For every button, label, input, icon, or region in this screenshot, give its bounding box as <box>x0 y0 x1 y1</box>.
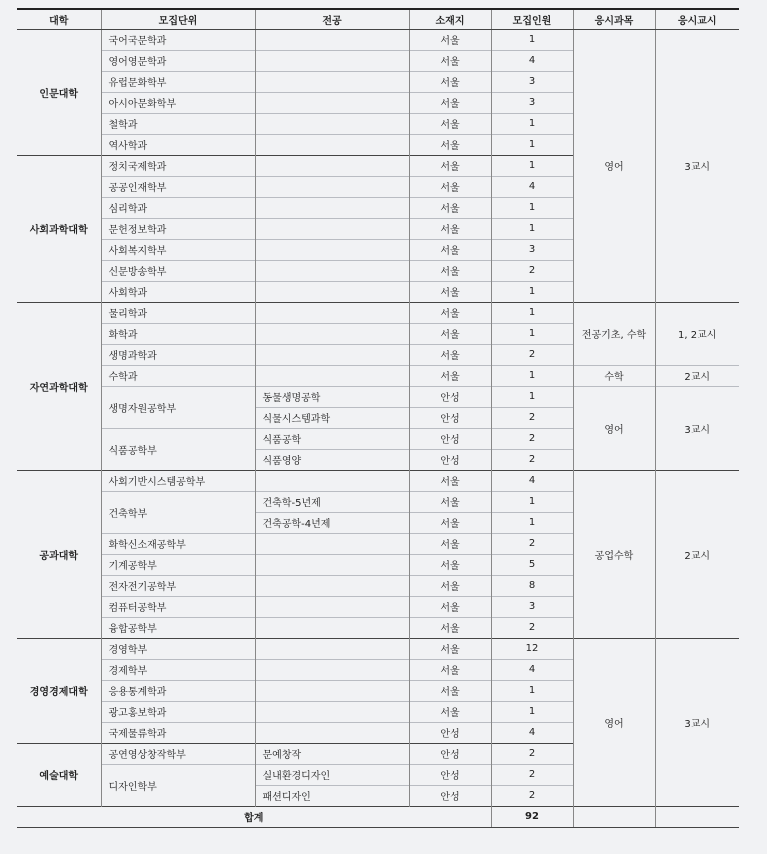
unit-cell: 수학과 <box>101 365 255 386</box>
location-cell: 서울 <box>409 533 491 554</box>
college-cell: 자연과학대학 <box>17 302 101 470</box>
admission-table-wrapper <box>17 8 739 828</box>
location-cell: 서울 <box>409 155 491 176</box>
unit-cell: 경제학부 <box>101 659 255 680</box>
location-cell: 서울 <box>409 344 491 365</box>
unit-cell: 건축학부 <box>101 491 255 533</box>
major-cell <box>255 239 409 260</box>
period-cell: 2교시 <box>655 470 739 638</box>
total-label: 합계 <box>17 806 491 827</box>
major-cell <box>255 659 409 680</box>
unit-cell: 아시아문화학부 <box>101 92 255 113</box>
header-college: 대학 <box>17 9 101 29</box>
count-cell: 2 <box>491 533 573 554</box>
header-unit: 모집단위 <box>101 9 255 29</box>
count-cell: 12 <box>491 638 573 659</box>
major-cell <box>255 365 409 386</box>
count-cell: 1 <box>491 302 573 323</box>
table-footer <box>17 806 739 827</box>
location-cell: 서울 <box>409 554 491 575</box>
location-cell: 서울 <box>409 596 491 617</box>
count-cell: 2 <box>491 428 573 449</box>
unit-cell: 식품공학부 <box>101 428 255 470</box>
major-cell: 실내환경디자인 <box>255 764 409 785</box>
unit-cell: 문헌정보학과 <box>101 218 255 239</box>
unit-cell: 공공인재학부 <box>101 176 255 197</box>
total-period-empty <box>655 806 739 827</box>
count-cell: 1 <box>491 281 573 302</box>
unit-cell: 국제물류학과 <box>101 722 255 743</box>
location-cell: 서울 <box>409 491 491 512</box>
count-cell: 4 <box>491 50 573 71</box>
major-cell <box>255 680 409 701</box>
major-cell <box>255 554 409 575</box>
location-cell: 안성 <box>409 764 491 785</box>
major-cell <box>255 470 409 491</box>
major-cell: 식품공학 <box>255 428 409 449</box>
location-cell: 서울 <box>409 302 491 323</box>
total-row <box>17 806 739 827</box>
unit-cell: 사회복지학부 <box>101 239 255 260</box>
count-cell: 8 <box>491 575 573 596</box>
major-cell <box>255 617 409 638</box>
count-cell: 1 <box>491 218 573 239</box>
location-cell: 안성 <box>409 407 491 428</box>
count-cell: 1 <box>491 134 573 155</box>
major-cell: 식품영양 <box>255 449 409 470</box>
count-cell: 2 <box>491 260 573 281</box>
unit-cell: 컴퓨터공학부 <box>101 596 255 617</box>
table-header <box>17 9 739 29</box>
college-cell: 인문대학 <box>17 29 101 155</box>
unit-cell: 신문방송학부 <box>101 260 255 281</box>
major-cell <box>255 344 409 365</box>
location-cell: 안성 <box>409 449 491 470</box>
count-cell: 1 <box>491 680 573 701</box>
header-period: 응시교시 <box>655 9 739 29</box>
location-cell: 서울 <box>409 218 491 239</box>
unit-cell: 디자인학부 <box>101 764 255 806</box>
location-cell: 서울 <box>409 575 491 596</box>
major-cell: 동물생명공학 <box>255 386 409 407</box>
table-row <box>17 470 739 491</box>
major-cell <box>255 134 409 155</box>
table-body <box>17 29 739 806</box>
location-cell: 안성 <box>409 428 491 449</box>
location-cell: 서울 <box>409 92 491 113</box>
major-cell <box>255 260 409 281</box>
count-cell: 1 <box>491 386 573 407</box>
location-cell: 서울 <box>409 29 491 50</box>
count-cell: 2 <box>491 407 573 428</box>
location-cell: 서울 <box>409 470 491 491</box>
location-cell: 서울 <box>409 239 491 260</box>
count-cell: 5 <box>491 554 573 575</box>
location-cell: 서울 <box>409 680 491 701</box>
count-cell: 1 <box>491 197 573 218</box>
unit-cell: 전자전기공학부 <box>101 575 255 596</box>
college-cell: 예술대학 <box>17 743 101 806</box>
location-cell: 서울 <box>409 617 491 638</box>
period-cell: 2교시 <box>655 365 739 386</box>
major-cell <box>255 596 409 617</box>
subject-cell: 영어 <box>573 29 655 302</box>
major-cell: 문예창작 <box>255 743 409 764</box>
location-cell: 서울 <box>409 50 491 71</box>
count-cell: 2 <box>491 617 573 638</box>
unit-cell: 공연영상창작학부 <box>101 743 255 764</box>
header-row <box>17 9 739 29</box>
location-cell: 서울 <box>409 113 491 134</box>
count-cell: 2 <box>491 764 573 785</box>
count-cell: 1 <box>491 365 573 386</box>
location-cell: 서울 <box>409 134 491 155</box>
header-location: 소재지 <box>409 9 491 29</box>
unit-cell: 생명과학과 <box>101 344 255 365</box>
location-cell: 서울 <box>409 281 491 302</box>
count-cell: 1 <box>491 512 573 533</box>
major-cell <box>255 29 409 50</box>
header-subject: 응시과목 <box>573 9 655 29</box>
major-cell: 건축공학-4년제 <box>255 512 409 533</box>
unit-cell: 심리학과 <box>101 197 255 218</box>
unit-cell: 국어국문학과 <box>101 29 255 50</box>
location-cell: 서울 <box>409 638 491 659</box>
count-cell: 3 <box>491 71 573 92</box>
count-cell: 4 <box>491 176 573 197</box>
unit-cell: 생명자원공학부 <box>101 386 255 428</box>
location-cell: 서울 <box>409 197 491 218</box>
major-cell: 식물시스템과학 <box>255 407 409 428</box>
unit-cell: 광고홍보학과 <box>101 701 255 722</box>
subject-cell: 전공기초, 수학 <box>573 302 655 365</box>
location-cell: 서울 <box>409 659 491 680</box>
unit-cell: 정치국제학과 <box>101 155 255 176</box>
location-cell: 서울 <box>409 176 491 197</box>
subject-cell: 수학 <box>573 365 655 386</box>
location-cell: 안성 <box>409 785 491 806</box>
total-subject-empty <box>573 806 655 827</box>
location-cell: 서울 <box>409 71 491 92</box>
location-cell: 서울 <box>409 512 491 533</box>
location-cell: 안성 <box>409 386 491 407</box>
major-cell <box>255 302 409 323</box>
count-cell: 1 <box>491 29 573 50</box>
subject-cell: 공업수학 <box>573 470 655 638</box>
unit-cell: 유럽문화학부 <box>101 71 255 92</box>
count-cell: 1 <box>491 323 573 344</box>
major-cell <box>255 113 409 134</box>
major-cell <box>255 92 409 113</box>
location-cell: 서울 <box>409 701 491 722</box>
count-cell: 4 <box>491 722 573 743</box>
count-cell: 3 <box>491 596 573 617</box>
header-count: 모집인원 <box>491 9 573 29</box>
admission-table <box>17 8 739 828</box>
location-cell: 서울 <box>409 260 491 281</box>
count-cell: 1 <box>491 491 573 512</box>
major-cell <box>255 197 409 218</box>
major-cell <box>255 701 409 722</box>
unit-cell: 융합공학부 <box>101 617 255 638</box>
major-cell <box>255 575 409 596</box>
major-cell: 건축학-5년제 <box>255 491 409 512</box>
unit-cell: 경영학부 <box>101 638 255 659</box>
table-row <box>17 365 739 386</box>
major-cell <box>255 722 409 743</box>
unit-cell: 기계공학부 <box>101 554 255 575</box>
table-row <box>17 638 739 659</box>
table-row <box>17 302 739 323</box>
unit-cell: 화학과 <box>101 323 255 344</box>
table-row <box>17 386 739 407</box>
unit-cell: 사회기반시스템공학부 <box>101 470 255 491</box>
major-cell <box>255 71 409 92</box>
location-cell: 안성 <box>409 722 491 743</box>
period-cell: 3교시 <box>655 29 739 302</box>
unit-cell: 역사학과 <box>101 134 255 155</box>
major-cell <box>255 155 409 176</box>
count-cell: 4 <box>491 470 573 491</box>
count-cell: 1 <box>491 155 573 176</box>
college-cell: 경영경제대학 <box>17 638 101 743</box>
total-count: 92 <box>491 806 573 827</box>
count-cell: 1 <box>491 113 573 134</box>
major-cell <box>255 533 409 554</box>
college-cell: 공과대학 <box>17 470 101 638</box>
count-cell: 2 <box>491 344 573 365</box>
table-row <box>17 29 739 50</box>
major-cell <box>255 323 409 344</box>
period-cell: 3교시 <box>655 638 739 806</box>
count-cell: 4 <box>491 659 573 680</box>
subject-cell: 영어 <box>573 638 655 806</box>
unit-cell: 응용통계학과 <box>101 680 255 701</box>
major-cell: 패션디자인 <box>255 785 409 806</box>
subject-cell: 영어 <box>573 386 655 470</box>
major-cell <box>255 281 409 302</box>
college-cell: 사회과학대학 <box>17 155 101 302</box>
period-cell: 3교시 <box>655 386 739 470</box>
period-cell: 1, 2교시 <box>655 302 739 365</box>
unit-cell: 사회학과 <box>101 281 255 302</box>
major-cell <box>255 638 409 659</box>
location-cell: 서울 <box>409 365 491 386</box>
count-cell: 2 <box>491 743 573 764</box>
unit-cell: 영어영문학과 <box>101 50 255 71</box>
count-cell: 3 <box>491 239 573 260</box>
count-cell: 2 <box>491 449 573 470</box>
unit-cell: 철학과 <box>101 113 255 134</box>
count-cell: 1 <box>491 701 573 722</box>
count-cell: 2 <box>491 785 573 806</box>
unit-cell: 화학신소재공학부 <box>101 533 255 554</box>
major-cell <box>255 218 409 239</box>
unit-cell: 물리학과 <box>101 302 255 323</box>
header-major: 전공 <box>255 9 409 29</box>
location-cell: 안성 <box>409 743 491 764</box>
major-cell <box>255 50 409 71</box>
location-cell: 서울 <box>409 323 491 344</box>
major-cell <box>255 176 409 197</box>
count-cell: 3 <box>491 92 573 113</box>
